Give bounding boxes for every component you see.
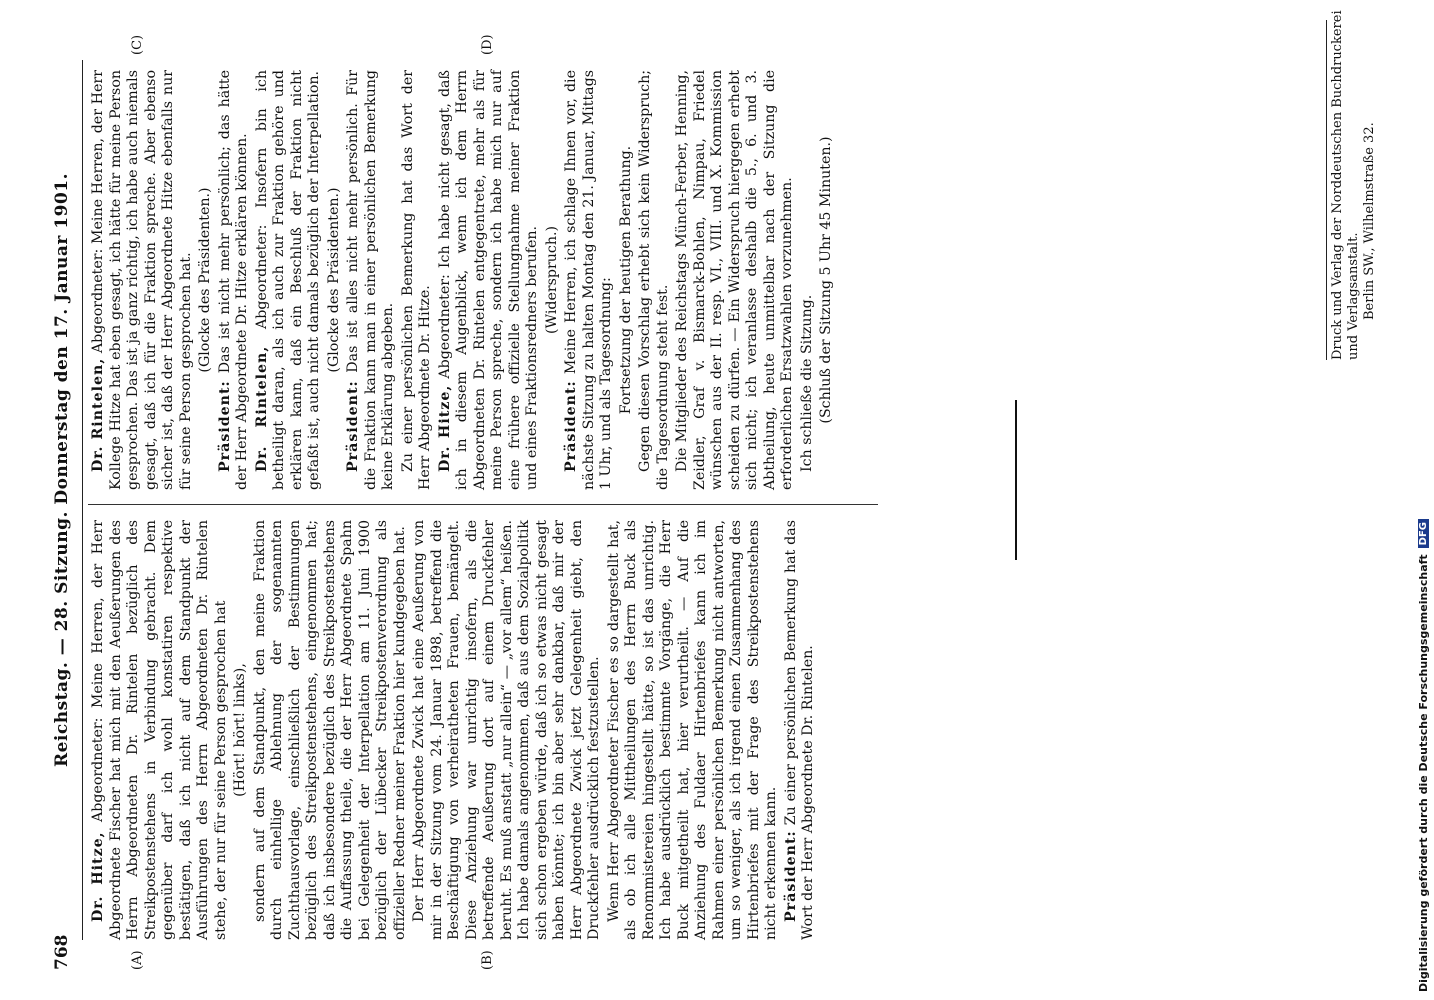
page-header xyxy=(52,30,78,970)
speaker-name: Präsident: xyxy=(563,380,579,472)
speech-text: Das ist nicht mehr persönlich; das hätte der Herr Abgeordnete Dr. Hitze erklären können. xyxy=(216,70,250,490)
speech-text: Die Mitglieder des Reichstags Münch-Ferber, Henning, Zeidler, Graf v. Bismarck-Bohlen, Nimpau, Friedel wünschen aus der II. resp. VI., VIII. und X. Kommission scheiden zu dürfen. — Ein Widerspruch hiergegen erhebt sich nicht; ich veranlasse deshalb die 5., 6. und 3. Abtheilung, heute unmittelbar nach der Sitzung die erforderlichen Ersatzwahlen vorzunehmen. xyxy=(674,70,795,490)
margin-marker-c: (C) xyxy=(130,34,145,55)
right-paragraph xyxy=(674,70,797,490)
left-paragraph xyxy=(783,520,818,940)
right-paragraph xyxy=(437,70,542,490)
margin-marker-a: (A) xyxy=(130,950,145,970)
page-title: Reichstag. — 28. Sitzung. Donnerstag den 17. Januar 1901. xyxy=(52,172,72,768)
left-paragraph xyxy=(606,520,781,940)
speech-text: Meine Herren, ich schlage Ihnen vor, die nächste Sitzung zu halten Montag den 21. Januar, Mittags 1 Uhr, und als Tagesordnung: xyxy=(563,70,614,490)
speech-text: Das ist alles nicht mehr persönlich. Für die Fraktion kann man in einer persönlichen Bemerkung keine Erklärung abgeben. xyxy=(345,70,396,490)
speech-text: Abgeordneter: Meine Herren, der Herr Kollege Hitze hat eben gesagt, ich hätte für meine Person gesprochen. Das ist ja ganz richtig, ich habe auch niemals gesagt, daß ich für die Fraktion spreche. Aber ebenso sicher ist, daß der Herr Abgeordnete Hitze ebenfalls nur für seine Person gesprochen hat. xyxy=(90,70,194,490)
right-stage-direction: (Widerspruch.) xyxy=(543,225,560,335)
right-stage-direction: (Glocke des Präsidenten.) xyxy=(197,187,213,373)
speech-text: sondern auf dem Standpunkt, den meine Fraktion durch einhellige Ablehnung der sogenannten Zuchthausvorlage, einschließlich der Bestimmungen bezüglich des Streikpostenstehens, eingenommen hat; daß ich insbesondere bezüglich des Streikpostenstehens die Auffassung theile, die der Herr Abgeordnete Spahn bei Gelegenheit der Interpellation am 11. Juni 1900 bezüglich der Lübecker Streikpostenverordnung als offizieller Redner meiner Fraktion hier kundgegeben hat. xyxy=(251,520,408,940)
margin-marker-b: (B) xyxy=(480,950,495,970)
speech-text: Abgeordneter: Insofern bin ich betheiligt daran, als ich auch zur Fraktion gehöre und erklären kann, daß ein Beschluß der Fraktion nicht gefaßt ist, auch nicht damals bezüglich der Interpellation. xyxy=(253,70,322,490)
dfg-logo: DFG xyxy=(1418,519,1429,548)
right-paragraph xyxy=(345,70,398,490)
right-paragraph xyxy=(90,70,195,490)
left-text-column xyxy=(90,520,870,940)
header-rule xyxy=(82,60,83,940)
dfg-sidebar xyxy=(1414,8,1432,992)
speaker-name: Dr. Hitze, xyxy=(90,831,106,922)
margin-marker-d: (D) xyxy=(480,34,495,55)
right-text-column xyxy=(90,70,870,490)
speaker-name: Dr. Hitze, xyxy=(436,384,453,472)
right-paragraph xyxy=(217,70,252,490)
footer-rule xyxy=(1326,20,1327,360)
right-paragraph xyxy=(400,70,435,490)
printer-imprint xyxy=(1330,0,1378,360)
speech-text: Gegen diesen Vorschlag erhebt sich kein Widerspruch; die Tagesordnung steht fest. xyxy=(637,70,671,490)
page-number: 768 xyxy=(52,934,72,970)
speaker-name: Präsident: xyxy=(216,380,233,472)
speech-text: Der Herr Abgeordnete Zwick hat eine Aeußerung von mir in der Sitzung vom 24. Januar 1898, betreffend die Beschäftigung von verheiratheten Frauen, bemängelt. Diese Anziehung war unrichtig insofern, als die betreffende Aeußerung dort auf einem Druckfehler beruht. Es muß anstatt „nur allein“ — „vor allem“ heißen. Ich habe damals angenommen, daß aus dem Sozialpolitik sich schon ergeben würde, daß ich so etwas nicht gesagt haben könnte; ich bin aber sehr dankbar, daß mir der Herr Abgeordnete Zwick jetzt Gelegenheit giebt, den Druckfehler ausdrücklich festzustellen. xyxy=(411,520,602,940)
speaker-name: Dr. Rintelen, xyxy=(90,357,106,472)
end-rule xyxy=(1015,400,1017,560)
speaker-name: Präsident: xyxy=(345,380,361,472)
speech-text: Zu einer persönlichen Bemerkung hat das Wort der Herr Abgeordnete Dr. Hitze. xyxy=(399,70,433,490)
speech-text: Abgeordneter: Meine Herren, der Herr Abgeordnete Fischer hat mich mit den Aeußerungen des Herrn Abgeordneten Dr. Rintelen bezüglich des Streikpostenstehens in Verbindung gebracht. Dem gegenüber darf ich wohl konstatiren respektive bestätigen, daß ich nicht auf dem Standpunkt der Ausführungen des Herrn Abgeordneten Dr. Rintelen stehe, der nur für seine Person gesprochen hat xyxy=(90,520,229,940)
column-divider xyxy=(88,504,878,505)
right-paragraph xyxy=(563,70,616,490)
right-stage-direction: (Schluß der Sitzung 5 Uhr 45 Minuten.) xyxy=(818,136,834,424)
left-paragraph xyxy=(411,520,604,940)
dfg-notice: Digitalisierung gefördert durch die Deutsche Forschungsgemeinschaft xyxy=(1416,554,1430,992)
speech-text: Abgeordneter: Ich habe nicht gesagt, daß ich in diesem Augenblick, wenn ich dem Herrn Abgeordneten Dr. Rintelen entgegentrete, mehr als für meine Person spreche, sondern ich habe mich nur auf eine frühere offizielle Stellungnahme meiner Fraktion und eines Fraktionsredners berufen. xyxy=(436,70,540,490)
right-stage-direction: Fortsetzung der heutigen Berathung. xyxy=(617,145,634,415)
right-paragraph xyxy=(637,70,672,490)
speech-text: Zu einer persönlichen Bemerkung hat das Wort der Herr Abgeordnete Dr. Rintelen. xyxy=(782,520,816,940)
imprint-line-1: Druck und Verlag der Norddeutschen Buchdruckerei und Verlagsanstalt. xyxy=(1330,10,1361,360)
left-stage-direction: (Hört! hört! links), xyxy=(232,663,248,797)
right-paragraph xyxy=(799,70,817,490)
right-stage-direction: (Glocke des Präsidenten.) xyxy=(325,187,342,373)
left-paragraph xyxy=(90,520,230,940)
imprint-line-2: Berlin SW., Wilhelmstraße 32. xyxy=(1362,122,1377,320)
left-paragraph xyxy=(252,520,410,940)
speech-text: Wenn Herr Abgeordneter Fischer es so dargestellt hat, als ob ich alle Mittheilungen des Herrn Buck als Renommistereien hingestellt hätte, so ist das unrichtig. Ich habe ausdrücklich bestimmte Vorgänge, die Herr Buck mitgetheilt hat, hier verurtheilt. — Auf die Anziehung des Fuldaer Hirtenbriefes kann ich im Rahmen einer persönlichen Bemerkung nicht antworten, um so weniger, als ich irgend einen Zusammenhang des Hirtenbriefes mit der Frage des Streikpostenstehens nicht erkennen kann. xyxy=(605,520,779,940)
speaker-name: Präsident: xyxy=(782,830,799,922)
right-paragraph xyxy=(254,70,324,490)
speaker-name: Dr. Rintelen, xyxy=(253,345,270,472)
speech-text: Ich schließe die Sitzung. xyxy=(798,294,815,472)
